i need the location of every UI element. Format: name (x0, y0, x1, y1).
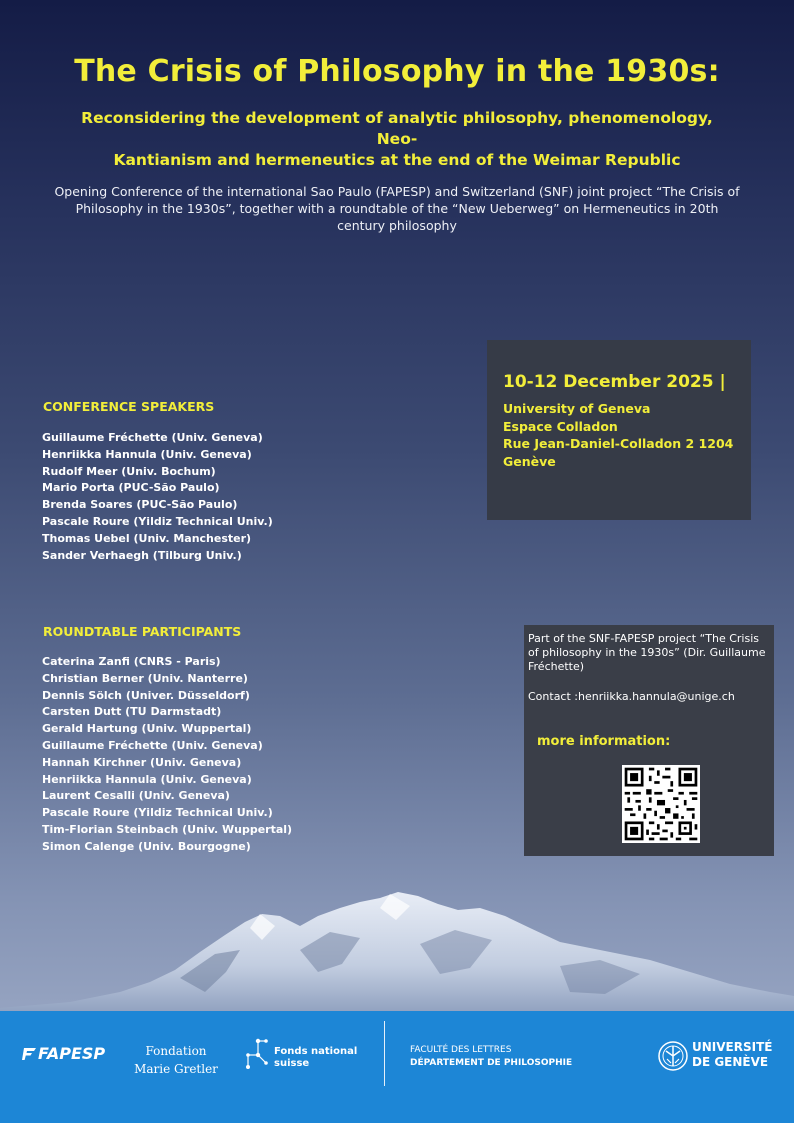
project-description: Part of the SNF-FAPESP project “The Crisis of philosophy in the 1930s” (Dir. Guillaume Fréchette) (528, 632, 766, 673)
page-title: The Crisis of Philosophy in the 1930s: (74, 54, 720, 89)
footer-divider (384, 1021, 385, 1086)
speakers-list (42, 430, 273, 564)
unige-seal-icon (658, 1041, 688, 1071)
snf-network-icon (242, 1037, 272, 1077)
gretler-line: Marie Gretler (134, 1062, 218, 1076)
participant-item: Pascale Roure (Yildiz Technical Univ.) (42, 806, 273, 820)
participant-item: Simon Calenge (Univ. Bourgogne) (42, 839, 251, 853)
venue-line: Espace Colladon (503, 418, 618, 434)
roundtable-heading: ROUNDTABLE PARTICIPANTS (43, 624, 242, 639)
faculty-line: FACULTÉ DES LETTRES (410, 1045, 512, 1055)
participant-item: Hannah Kirchner (Univ. Geneva) (42, 755, 242, 769)
unige-logo[interactable] (658, 1039, 778, 1079)
speaker-item: Thomas Uebel (Univ. Manchester) (42, 531, 252, 545)
participant-item: Henriikka Hannula (Univ. Geneva) (42, 772, 252, 786)
subtitle-line: Reconsidering the development of analytic philosophy, phenomenology, Neo- (81, 109, 713, 148)
faculty-label (410, 1044, 572, 1070)
participant-item: Christian Berner (Univ. Nanterre) (42, 671, 248, 685)
unige-line: DE GENÈVE (692, 1055, 769, 1069)
speaker-item: Henriikka Hannula (Univ. Geneva) (42, 447, 252, 461)
participant-item: Dennis Sölch (Univer. Düsseldorf) (42, 688, 250, 702)
speaker-item: Brenda Soares (PUC-São Paulo) (42, 498, 238, 512)
participant-item: Gerald Hartung (Univ. Wuppertal) (42, 722, 252, 736)
participant-item: Carsten Dutt (TU Darmstadt) (42, 705, 222, 719)
gretler-logo[interactable] (130, 1042, 222, 1078)
fapesp-label: FAPESP (38, 1044, 106, 1063)
speaker-item: Pascale Roure (Yildiz Technical Univ.) (42, 514, 273, 528)
snf-text (274, 1046, 357, 1070)
venue-line: Genève (503, 453, 556, 469)
page-subtitle (70, 108, 724, 171)
qr-code[interactable] (622, 765, 700, 843)
unige-text (692, 1040, 772, 1070)
event-info-box (487, 340, 751, 520)
speaker-item: Mario Porta (PUC-São Paulo) (42, 481, 220, 495)
intro-text: Opening Conference of the international Sao Paulo (FAPESP) and Switzerland (SNF) joint project “The Crisis of Philosophy in the 1930s”, together with a roundtable of the “New Ueberweg” on Hermeneutics in 20th century philosophy (54, 184, 740, 233)
footer-bar (0, 1011, 794, 1123)
gretler-line: Fondation (145, 1044, 207, 1058)
venue-line: Rue Jean-Daniel-Colladon 2 1204 (503, 436, 734, 451)
participant-item: Caterina Zanfi (CNRS - Paris) (42, 655, 221, 668)
more-information-label: more information: (537, 734, 671, 749)
mountain-image (0, 880, 794, 1015)
snf-logo[interactable] (242, 1037, 362, 1077)
project-info-box (524, 625, 774, 856)
unige-line: UNIVERSITÉ (692, 1040, 773, 1054)
event-dates: 10-12 December 2025 | (503, 372, 726, 392)
snf-line: suisse (274, 1058, 310, 1069)
roundtable-list (42, 654, 292, 856)
speaker-item: Rudolf Meer (Univ. Bochum) (42, 464, 216, 478)
fapesp-mark-icon (22, 1048, 36, 1060)
fapesp-logo[interactable] (22, 1044, 105, 1063)
subtitle-line: Kantianism and hermeneutics at the end of the Weimar Republic (113, 151, 681, 169)
snf-line: Fonds national (274, 1046, 358, 1057)
speakers-heading: CONFERENCE SPEAKERS (43, 399, 215, 414)
venue-line: University of Geneva (503, 401, 651, 416)
department-line: DÉPARTEMENT DE PHILOSOPHIE (410, 1058, 573, 1068)
event-venue (503, 400, 733, 470)
contact-email[interactable]: Contact :henriikka.hannula@unige.ch (528, 690, 735, 703)
speaker-item: Guillaume Fréchette (Univ. Geneva) (42, 431, 263, 444)
speaker-item: Sander Verhaegh (Tilburg Univ.) (42, 548, 242, 562)
participant-item: Tim-Florian Steinbach (Univ. Wuppertal) (42, 822, 293, 836)
participant-item: Laurent Cesalli (Univ. Geneva) (42, 789, 230, 803)
participant-item: Guillaume Fréchette (Univ. Geneva) (42, 738, 263, 752)
